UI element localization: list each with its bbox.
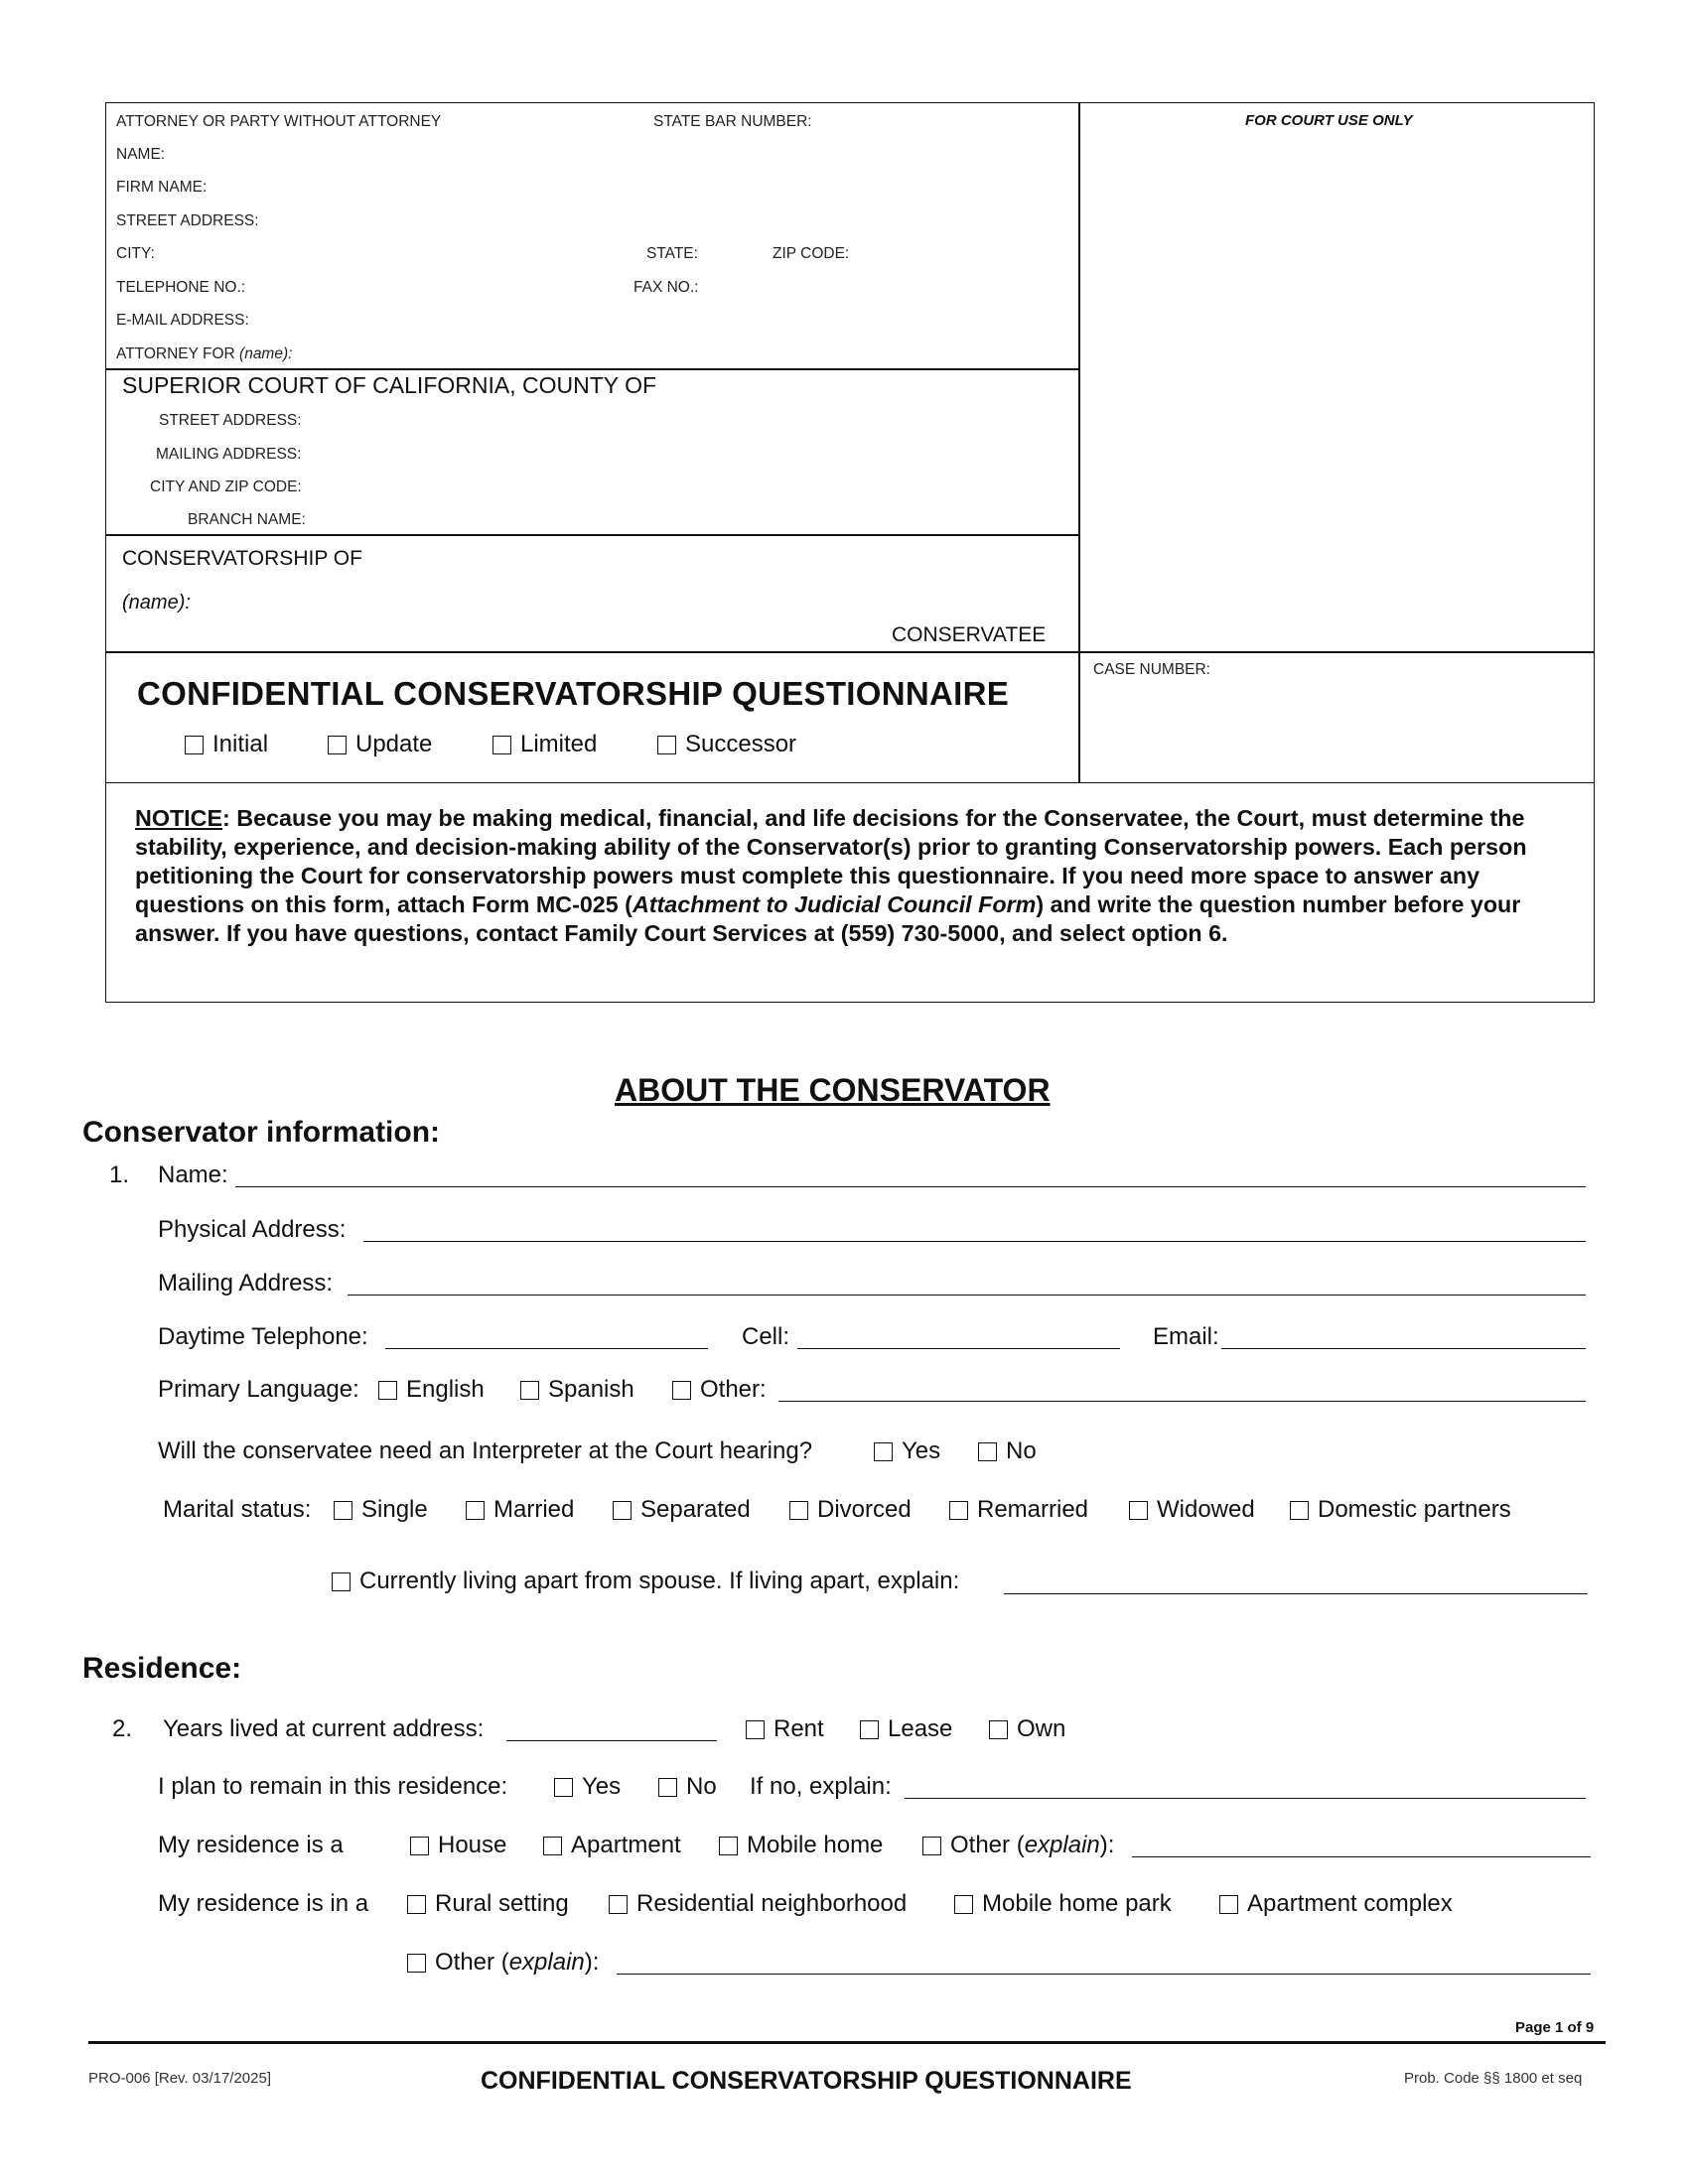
notice-text-2: ) and write the question number before your answer. If you have questions, contact Family Court Services at (559) 730-5000, and select option 6. [135, 891, 1521, 946]
cell-input[interactable] [797, 1347, 1120, 1349]
residence-apartment-option[interactable] [543, 1832, 681, 1859]
q1-number: 1. [109, 1161, 130, 1188]
checkbox[interactable] [860, 1720, 879, 1739]
remain-label: I plan to remain in this residence: [158, 1773, 508, 1800]
checkbox[interactable] [492, 736, 511, 754]
language-spanish-option[interactable] [520, 1376, 634, 1404]
residence-type-label: My residence is a [158, 1832, 344, 1858]
court-cityzip-label: CITY AND ZIP CODE: [150, 478, 302, 495]
email-address-label: E-MAIL ADDRESS: [116, 312, 249, 329]
checkbox[interactable] [989, 1720, 1008, 1739]
checkbox[interactable] [407, 1954, 426, 1973]
telephone-label: TELEPHONE NO.: [116, 279, 246, 296]
form-title: CONFIDENTIAL CONSERVATORSHIP QUESTIONNAIRE [137, 675, 1010, 712]
setting-other-option[interactable] [407, 1949, 599, 1977]
remain-no-label: No [686, 1773, 717, 1800]
marital-divorced-option[interactable] [789, 1496, 912, 1524]
checkbox[interactable] [978, 1442, 997, 1461]
checkbox[interactable] [328, 736, 347, 754]
checkbox[interactable] [185, 736, 204, 754]
residence-other-option[interactable] [922, 1832, 1114, 1859]
email-label: Email: [1153, 1323, 1219, 1350]
type-limited-label: Limited [520, 731, 598, 757]
checkbox[interactable] [789, 1501, 808, 1520]
language-english-option[interactable] [378, 1376, 485, 1404]
court-title: SUPERIOR COURT OF CALIFORNIA, COUNTY OF [122, 372, 657, 398]
checkbox[interactable] [543, 1837, 562, 1855]
marital-remarried-option[interactable] [949, 1496, 1088, 1524]
checkbox[interactable] [672, 1381, 691, 1400]
about-heading: ABOUT THE CONSERVATOR [615, 1072, 1051, 1108]
interpreter-yes-label: Yes [902, 1437, 941, 1464]
if-no-explain-input[interactable] [905, 1797, 1586, 1799]
tenure-own-label: Own [1017, 1715, 1066, 1742]
setting-mobile-park-label: Mobile home park [982, 1890, 1172, 1917]
name-input[interactable] [235, 1185, 1586, 1187]
residence-setting-label: My residence is in a [158, 1890, 369, 1917]
checkbox[interactable] [922, 1837, 941, 1855]
checkbox[interactable] [746, 1720, 765, 1739]
physical-address-input[interactable] [363, 1240, 1586, 1242]
email-input[interactable] [1221, 1347, 1586, 1349]
type-successor-option[interactable] [657, 731, 796, 758]
residence-house-label: House [438, 1832, 507, 1858]
footer-rule [88, 2041, 1606, 2044]
marital-married-option[interactable] [466, 1496, 574, 1524]
name-label: Name: [158, 1161, 228, 1188]
attorney-section-bottom [105, 368, 1078, 370]
remain-yes-option[interactable] [554, 1773, 621, 1801]
living-apart-option[interactable] [332, 1568, 959, 1595]
if-no-explain-label: If no, explain: [750, 1773, 892, 1800]
language-spanish-label: Spanish [548, 1376, 634, 1403]
language-english-label: English [406, 1376, 485, 1403]
setting-apartment-complex-option[interactable] [1219, 1890, 1453, 1918]
daytime-telephone-input[interactable] [385, 1347, 708, 1349]
remain-no-option[interactable] [658, 1773, 717, 1801]
tenure-rent-label: Rent [774, 1715, 824, 1742]
checkbox[interactable] [410, 1837, 429, 1855]
marital-separated-label: Separated [640, 1496, 751, 1523]
residence-other-label: Other ( [950, 1832, 1025, 1858]
conservatee-name-label: (name): [122, 592, 191, 614]
setting-other-label: Other ( [435, 1949, 509, 1976]
checkbox[interactable] [334, 1501, 352, 1520]
conservator-info-heading: Conservator information: [82, 1116, 441, 1149]
conservatee-label: CONSERVATEE [892, 623, 1047, 646]
marital-remarried-label: Remarried [977, 1496, 1089, 1523]
type-update-label: Update [355, 731, 433, 757]
form-id: PRO-006 [Rev. 03/17/2025] [88, 2070, 271, 2087]
mailing-address-input[interactable] [348, 1294, 1586, 1296]
residence-mobile-home-label: Mobile home [747, 1832, 884, 1858]
language-other-option[interactable] [672, 1376, 767, 1404]
checkbox[interactable] [332, 1572, 351, 1591]
marital-single-label: Single [361, 1496, 428, 1523]
notice-text [135, 804, 1565, 948]
years-lived-label: Years lived at current address: [163, 1715, 485, 1742]
page-number: Page 1 of 9 [1515, 2019, 1595, 2036]
checkbox[interactable] [554, 1778, 573, 1797]
years-lived-input[interactable] [506, 1739, 717, 1741]
setting-apartment-complex-label: Apartment complex [1247, 1890, 1453, 1917]
court-mailing-label: MAILING ADDRESS: [156, 446, 302, 463]
interpreter-no-option[interactable] [978, 1437, 1037, 1465]
attorney-for-name: (name): [239, 345, 293, 362]
q2-number: 2. [112, 1715, 133, 1742]
tenure-own-option[interactable] [989, 1715, 1065, 1743]
residence-apartment-label: Apartment [571, 1832, 681, 1858]
setting-explain-word: explain [508, 1949, 585, 1976]
checkbox[interactable] [874, 1442, 893, 1461]
checkbox[interactable] [609, 1895, 628, 1914]
attorney-name-label: NAME: [116, 146, 166, 163]
residence-other-close: ): [1099, 1832, 1115, 1858]
checkbox[interactable] [466, 1501, 485, 1520]
checkbox[interactable] [719, 1837, 738, 1855]
attorney-for-text: ATTORNEY FOR [116, 345, 235, 362]
state-bar-label: STATE BAR NUMBER: [653, 113, 812, 130]
marital-divorced-label: Divorced [817, 1496, 912, 1523]
checkbox[interactable] [407, 1895, 426, 1914]
tenure-lease-label: Lease [888, 1715, 953, 1742]
marital-married-label: Married [493, 1496, 575, 1523]
street-address-label: STREET ADDRESS: [116, 212, 259, 229]
marital-widowed-label: Widowed [1157, 1496, 1255, 1523]
footer-title: CONFIDENTIAL CONSERVATORSHIP QUESTIONNAIRE [481, 2067, 1132, 2095]
court-street-label: STREET ADDRESS: [159, 412, 302, 429]
type-limited-option[interactable] [492, 731, 597, 758]
setting-rural-label: Rural setting [435, 1890, 569, 1917]
interpreter-no-label: No [1006, 1437, 1037, 1464]
checkbox[interactable] [1290, 1501, 1309, 1520]
interpreter-yes-option[interactable] [874, 1437, 940, 1465]
residence-other-input[interactable] [1132, 1855, 1591, 1857]
marital-single-option[interactable] [334, 1496, 428, 1524]
type-successor-label: Successor [685, 731, 797, 757]
marital-domestic-partners-option[interactable] [1290, 1496, 1511, 1524]
checkbox[interactable] [613, 1501, 632, 1520]
city-label: CITY: [116, 245, 155, 262]
interpreter-question: Will the conservatee need an Interpreter at the Court hearing? [158, 1437, 813, 1464]
type-initial-option[interactable] [185, 731, 268, 758]
living-apart-label: Currently living apart from spouse. If living apart, explain: [359, 1568, 960, 1594]
checkbox[interactable] [520, 1381, 539, 1400]
state-label: STATE: [646, 245, 698, 262]
fax-label: FAX NO.: [633, 279, 699, 296]
setting-mobile-park-option[interactable] [954, 1890, 1172, 1918]
residence-house-option[interactable] [410, 1832, 506, 1859]
mailing-address-label: Mailing Address: [158, 1270, 334, 1297]
court-branch-label: BRANCH NAME: [188, 511, 306, 528]
conservatorship-section-bottom [105, 651, 1595, 653]
notice-text-1: : Because you may be making medical, financial, and life decisions for the Conservatee, the Court, must determine the stability, experience, and decision-making ability of the Conservator(s) prior to granting Conservatorship powers. Each person petitioning the Court for conservatorship powers must complete this questionnaire. If you need more space to answer any questions on this form, attach Form MC-025 ( [135, 805, 1527, 917]
setting-residential-label: Residential neighborhood [636, 1890, 908, 1917]
caption-divider-vertical [1078, 102, 1080, 783]
setting-other-close: ): [584, 1949, 600, 1976]
checkbox[interactable] [658, 1778, 677, 1797]
attorney-for-label [116, 345, 292, 363]
marital-widowed-option[interactable] [1129, 1496, 1255, 1524]
notice-italic: Attachment to Judicial Council Form [632, 891, 1037, 917]
zip-code-label: ZIP CODE: [773, 245, 850, 262]
marital-separated-option[interactable] [613, 1496, 751, 1524]
physical-address-label: Physical Address: [158, 1216, 347, 1243]
primary-language-label: Primary Language: [158, 1376, 359, 1403]
court-use-label: FOR COURT USE ONLY [1245, 112, 1413, 129]
firm-name-label: FIRM NAME: [116, 179, 208, 196]
statute-reference: Prob. Code §§ 1800 et seq [1404, 2070, 1583, 2087]
tenure-lease-option[interactable] [860, 1715, 952, 1743]
setting-residential-option[interactable] [609, 1890, 907, 1918]
language-other-input[interactable] [778, 1400, 1586, 1402]
residence-heading: Residence: [82, 1652, 242, 1685]
type-initial-label: Initial [212, 731, 269, 757]
language-other-label: Other: [700, 1376, 767, 1403]
checkbox[interactable] [378, 1381, 397, 1400]
checkbox[interactable] [954, 1895, 973, 1914]
marital-domestic-partners-label: Domestic partners [1318, 1496, 1511, 1523]
remain-yes-label: Yes [582, 1773, 622, 1800]
notice-label: NOTICE [135, 805, 223, 831]
case-number-label: CASE NUMBER: [1093, 661, 1210, 678]
setting-other-input[interactable] [617, 1973, 1591, 1975]
conservatorship-of-label: CONSERVATORSHIP OF [122, 547, 362, 570]
checkbox[interactable] [1219, 1895, 1238, 1914]
residence-explain-word: explain [1024, 1832, 1100, 1858]
daytime-telephone-label: Daytime Telephone: [158, 1323, 368, 1350]
checkbox[interactable] [1129, 1501, 1148, 1520]
cell-label: Cell: [742, 1323, 790, 1350]
court-section-bottom [105, 534, 1078, 536]
marital-status-label: Marital status: [163, 1496, 312, 1523]
checkbox[interactable] [949, 1501, 968, 1520]
checkbox[interactable] [657, 736, 676, 754]
residence-mobile-home-option[interactable] [719, 1832, 883, 1859]
attorney-label: ATTORNEY OR PARTY WITHOUT ATTORNEY [116, 113, 442, 130]
type-update-option[interactable] [328, 731, 432, 758]
tenure-rent-option[interactable] [746, 1715, 824, 1743]
living-apart-input[interactable] [1004, 1592, 1588, 1594]
setting-rural-option[interactable] [407, 1890, 569, 1918]
